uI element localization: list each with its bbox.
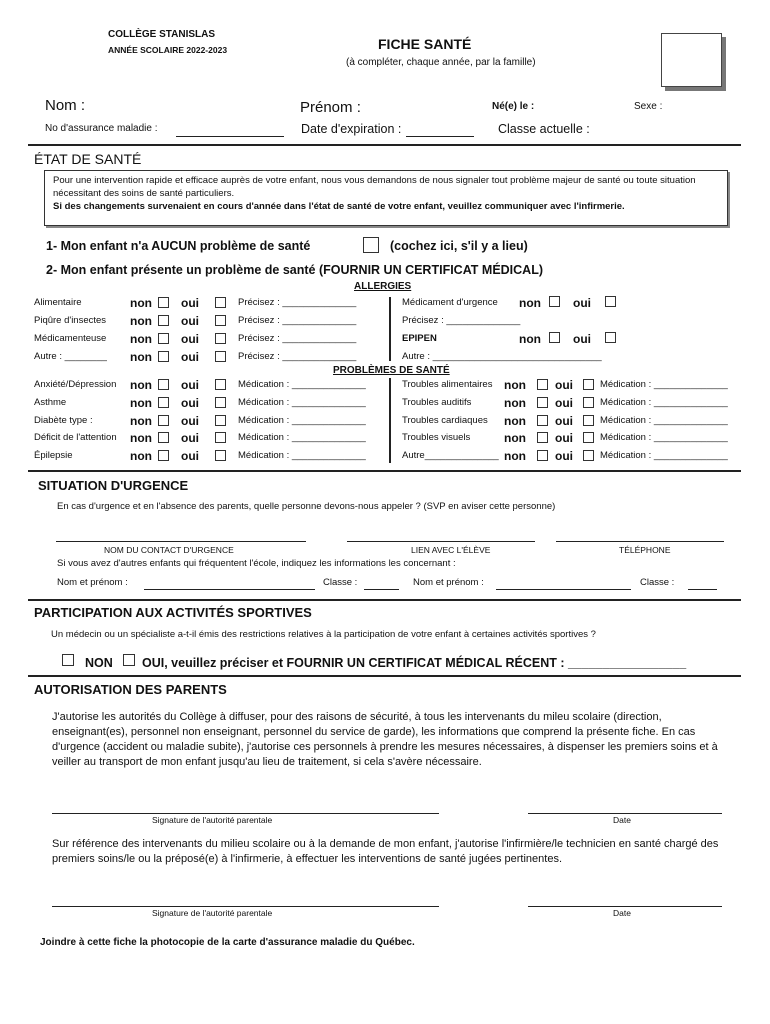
problem-row — [0, 378, 390, 395]
problem-row — [395, 431, 740, 448]
assurance-field[interactable] — [176, 136, 284, 137]
non-label: non — [504, 414, 526, 428]
school-year: ANNÉE SCOLAIRE 2022-2023 — [108, 45, 228, 55]
oui-label: oui — [555, 414, 573, 428]
form-title: FICHE SANTÉ — [378, 36, 472, 52]
sibling2-class-label: Classe : — [640, 577, 675, 588]
non-label: non — [130, 350, 152, 364]
sport-question: Un médecin ou un spécialiste a-t-il émis des restrictions relatives à la participation de votre enfant à certaines activités sportives ? — [51, 629, 596, 640]
signature-field-2[interactable] — [52, 906, 439, 907]
oui-label: oui — [555, 431, 573, 445]
assurance-label: No d'assurance maladie : — [45, 123, 158, 134]
oui-checkbox[interactable] — [215, 432, 226, 443]
intro-bold-text: Si des changements survenaient en cours d'année dans l'état de santé de votre enfant, veuillez communiquer avec l'infirmerie. — [53, 201, 625, 212]
sport-heading: PARTICIPATION AUX ACTIVITÉS SPORTIVES — [34, 605, 312, 620]
medication-field[interactable]: Médication : ______________ — [600, 432, 728, 443]
sibling2-name-field[interactable] — [496, 589, 631, 590]
precisez-field[interactable]: Précisez : ______________ — [402, 315, 521, 326]
non-checkbox[interactable] — [537, 432, 548, 443]
intro-box — [44, 170, 728, 226]
signature-caption: Signature de l'autorité parentale — [152, 908, 273, 918]
allergy-row — [0, 332, 390, 349]
allergies-heading: ALLERGIES — [354, 281, 412, 292]
medication-field[interactable]: Médication : ______________ — [238, 432, 366, 443]
divider — [28, 675, 741, 677]
classe-label: Classe actuelle : — [498, 122, 590, 136]
problem-label: Asthme — [34, 397, 67, 408]
option1-label: 1- Mon enfant n'a AUCUN problème de santé — [46, 239, 311, 253]
expiration-field[interactable] — [406, 136, 474, 137]
oui-label: oui — [181, 378, 199, 392]
option1-hint: (cochez ici, s'il y a lieu) — [390, 239, 528, 253]
sibling1-class-field[interactable] — [364, 589, 399, 590]
school-name: COLLÈGE STANISLAS — [108, 29, 216, 40]
problem-label: Troubles auditifs — [402, 397, 472, 408]
non-label: non — [130, 332, 152, 346]
date-field-1[interactable] — [528, 813, 722, 814]
urgence-heading: SITUATION D'URGENCE — [38, 478, 189, 493]
oui-label: oui — [181, 396, 199, 410]
precisez-field[interactable]: Précisez : ______________ — [238, 297, 357, 308]
oui-checkbox[interactable] — [583, 397, 594, 408]
allergy-label: Alimentaire — [34, 297, 82, 308]
non-checkbox[interactable] — [158, 415, 169, 426]
oui-label: oui — [181, 449, 199, 463]
oui-checkbox[interactable] — [215, 379, 226, 390]
problem-label: Diabète type : — [34, 415, 93, 426]
oui-label: oui — [181, 296, 199, 310]
oui-label: oui — [573, 332, 591, 346]
medicament-urgence-label: Médicament d'urgence — [402, 297, 498, 308]
oui-checkbox[interactable] — [215, 450, 226, 461]
problem-row — [395, 396, 740, 413]
epipen-label: EPIPEN — [402, 333, 437, 344]
urgence-question: En cas d'urgence et en l'absence des parents, quelle personne devons-nous appeler ? (SVP en aviser cette personne) — [57, 501, 556, 512]
medication-field[interactable]: Médication : ______________ — [600, 450, 728, 461]
problem-row — [0, 449, 390, 466]
non-checkbox[interactable] — [158, 333, 169, 344]
oui-label: oui — [573, 296, 591, 310]
non-label: non — [130, 314, 152, 328]
non-checkbox[interactable] — [158, 379, 169, 390]
medication-field[interactable]: Médication : ______________ — [600, 397, 728, 408]
date-field-2[interactable] — [528, 906, 722, 907]
prenom-label: Prénom : — [300, 99, 361, 116]
siblings-text: Si vous avez d'autres enfants qui fréquentent l'école, indiquez les informations les concernant : — [57, 558, 456, 569]
oui-label: oui — [555, 449, 573, 463]
problem-row — [0, 396, 390, 413]
oui-checkbox[interactable] — [583, 379, 594, 390]
oui-label: oui — [181, 431, 199, 445]
allergy-label[interactable]: Autre : ________ — [34, 351, 107, 362]
non-checkbox[interactable] — [158, 397, 169, 408]
problem-label: Anxiété/Dépression — [34, 379, 117, 390]
medication-field[interactable]: Médication : ______________ — [238, 397, 366, 408]
date-caption: Date — [613, 815, 631, 825]
nom-label: Nom : — [45, 97, 86, 114]
oui-checkbox[interactable] — [583, 432, 594, 443]
contact-name-caption: NOM DU CONTACT D'URGENCE — [104, 545, 234, 555]
precisez-field[interactable]: Précisez : ______________ — [238, 333, 357, 344]
medication-field[interactable]: Médication : ______________ — [600, 415, 728, 426]
contact-name-field[interactable] — [56, 541, 306, 542]
oui-checkbox[interactable] — [215, 351, 226, 362]
problem-row — [395, 449, 740, 466]
birthdate-label: Né(e) le : — [492, 101, 535, 112]
oui-label: oui — [181, 332, 199, 346]
oui-checkbox[interactable] — [215, 397, 226, 408]
option2-label: 2- Mon enfant présente un problème de santé (FOURNIR UN CERTIFICAT MÉDICAL) — [46, 263, 544, 277]
allergy-row — [0, 296, 390, 313]
non-checkbox[interactable] — [158, 315, 169, 326]
intro-text: Pour une intervention rapide et efficace auprès de votre enfant, nous vous demandons de nous signaler tout problème majeur de santé ou toute situation nécessitant des soins de santé particuliers. — [53, 175, 696, 199]
oui-label: oui — [181, 314, 199, 328]
date-caption: Date — [613, 908, 631, 918]
problem-label[interactable]: Autre______________ — [402, 450, 499, 461]
non-label: non — [504, 396, 526, 410]
non-label: non — [130, 414, 152, 428]
problem-label: Déficit de l'attention — [34, 432, 117, 443]
oui-checkbox[interactable] — [583, 415, 594, 426]
contact-relation-field[interactable] — [347, 541, 535, 542]
contact-relation-caption: LIEN AVEC L'ÉLÈVE — [411, 545, 491, 555]
allergy-label: Piqûre d'insectes — [34, 315, 107, 326]
expiration-label: Date d'expiration : — [301, 122, 402, 136]
sibling2-class-field[interactable] — [688, 589, 717, 590]
non-label: non — [519, 296, 541, 310]
problem-row — [395, 378, 740, 395]
autorisation-paragraph-2: Sur référence des intervenants du milieu scolaire ou à la demande de mon enfant, j'autorise l'infirmière/le technicien en santé chargé des premiers soins/le ou la préposé(e) à l'infirmerie, à effectuer les interventions de santé jugées pertinentes. — [52, 838, 719, 865]
medication-field[interactable]: Médication : ______________ — [238, 450, 366, 461]
contact-phone-field[interactable] — [556, 541, 724, 542]
non-checkbox[interactable] — [549, 332, 560, 343]
problem-label: Épilepsie — [34, 450, 73, 461]
problem-label: Troubles cardiaques — [402, 415, 488, 426]
precisez-field[interactable]: Précisez : ______________ — [238, 315, 357, 326]
non-label: non — [504, 431, 526, 445]
oui-checkbox[interactable] — [605, 296, 616, 307]
medication-field[interactable]: Médication : ______________ — [600, 379, 728, 390]
oui-checkbox[interactable] — [215, 415, 226, 426]
etat-heading: ÉTAT DE SANTÉ — [34, 151, 142, 167]
form-subtitle: (à compléter, chaque année, par la famille) — [346, 57, 536, 68]
problem-row — [0, 431, 390, 448]
medication-field[interactable]: Médication : ______________ — [238, 415, 366, 426]
sport-non-label: NON — [85, 656, 113, 670]
oui-label: oui — [181, 414, 199, 428]
sibling1-class-label: Classe : — [323, 577, 358, 588]
sibling1-name-field[interactable] — [144, 589, 315, 590]
sport-oui-checkbox[interactable] — [123, 654, 135, 666]
non-label: non — [130, 378, 152, 392]
non-checkbox[interactable] — [537, 415, 548, 426]
sexe-label: Sexe : — [634, 101, 663, 112]
sibling2-name-label: Nom et prénom : — [413, 577, 484, 588]
non-label: non — [504, 378, 526, 392]
precisez-field[interactable]: Précisez : ______________ — [238, 351, 357, 362]
non-label: non — [130, 296, 152, 310]
no-problem-checkbox[interactable] — [363, 237, 379, 253]
non-checkbox[interactable] — [158, 297, 169, 308]
allergy-row — [0, 350, 390, 367]
signature-caption: Signature de l'autorité parentale — [152, 815, 273, 825]
autorisation-paragraph-1: J'autorise les autorités du Collège à diffuser, pour des raisons de sécurité, à tous les intervenants du mileu scolaire (direction, enseignant(es), personnel non enseignant, personnel du service de garde), les informations que comprend la présente fiche. En cas d'urgence (accident ou maladie subite), j'autorise ces personnels à prendre les mesures nécessaires, à dispenser les premiers soins et à veiller au transport de mon enfant jusqu'au lieu de traitement, si cela s'avère nécessaire. — [52, 711, 718, 768]
oui-label: oui — [555, 378, 573, 392]
oui-checkbox[interactable] — [605, 332, 616, 343]
sibling1-name-label: Nom et prénom : — [57, 577, 128, 588]
contact-phone-caption: TÉLÉPHONE — [619, 545, 671, 555]
problem-row — [0, 414, 390, 431]
autorisation-heading: AUTORISATION DES PARENTS — [34, 682, 227, 697]
photo-box[interactable] — [661, 33, 722, 87]
non-checkbox[interactable] — [158, 450, 169, 461]
problemes-heading: PROBLÈMES DE SANTÉ — [333, 365, 450, 376]
sport-oui-label: OUI, veuillez préciser et FOURNIR UN CERTIFICAT MÉDICAL RÉCENT : _________________ — [142, 656, 687, 670]
oui-checkbox[interactable] — [215, 333, 226, 344]
non-label: non — [130, 449, 152, 463]
footer-note: Joindre à cette fiche la photocopie de la carte d'assurance maladie du Québec. — [40, 937, 415, 948]
allergy-row — [0, 314, 390, 331]
oui-label: oui — [555, 396, 573, 410]
oui-checkbox[interactable] — [215, 297, 226, 308]
oui-checkbox[interactable] — [215, 315, 226, 326]
non-checkbox[interactable] — [537, 379, 548, 390]
oui-label: oui — [181, 350, 199, 364]
problem-label: Troubles alimentaires — [402, 379, 493, 390]
non-label: non — [130, 396, 152, 410]
autre-field[interactable]: Autre : ________________________________ — [402, 351, 602, 362]
problem-row — [395, 414, 740, 431]
non-checkbox[interactable] — [158, 351, 169, 362]
non-label: non — [519, 332, 541, 346]
non-checkbox[interactable] — [537, 397, 548, 408]
oui-checkbox[interactable] — [583, 450, 594, 461]
divider — [28, 144, 741, 146]
non-checkbox[interactable] — [158, 432, 169, 443]
non-label: non — [504, 449, 526, 463]
sport-non-checkbox[interactable] — [62, 654, 74, 666]
non-label: non — [130, 431, 152, 445]
allergy-label: Médicamenteuse — [34, 333, 107, 344]
signature-field-1[interactable] — [52, 813, 439, 814]
non-checkbox[interactable] — [549, 296, 560, 307]
problem-label: Troubles visuels — [402, 432, 471, 443]
non-checkbox[interactable] — [537, 450, 548, 461]
medication-field[interactable]: Médication : ______________ — [238, 379, 366, 390]
divider — [28, 599, 741, 601]
divider — [28, 470, 741, 472]
